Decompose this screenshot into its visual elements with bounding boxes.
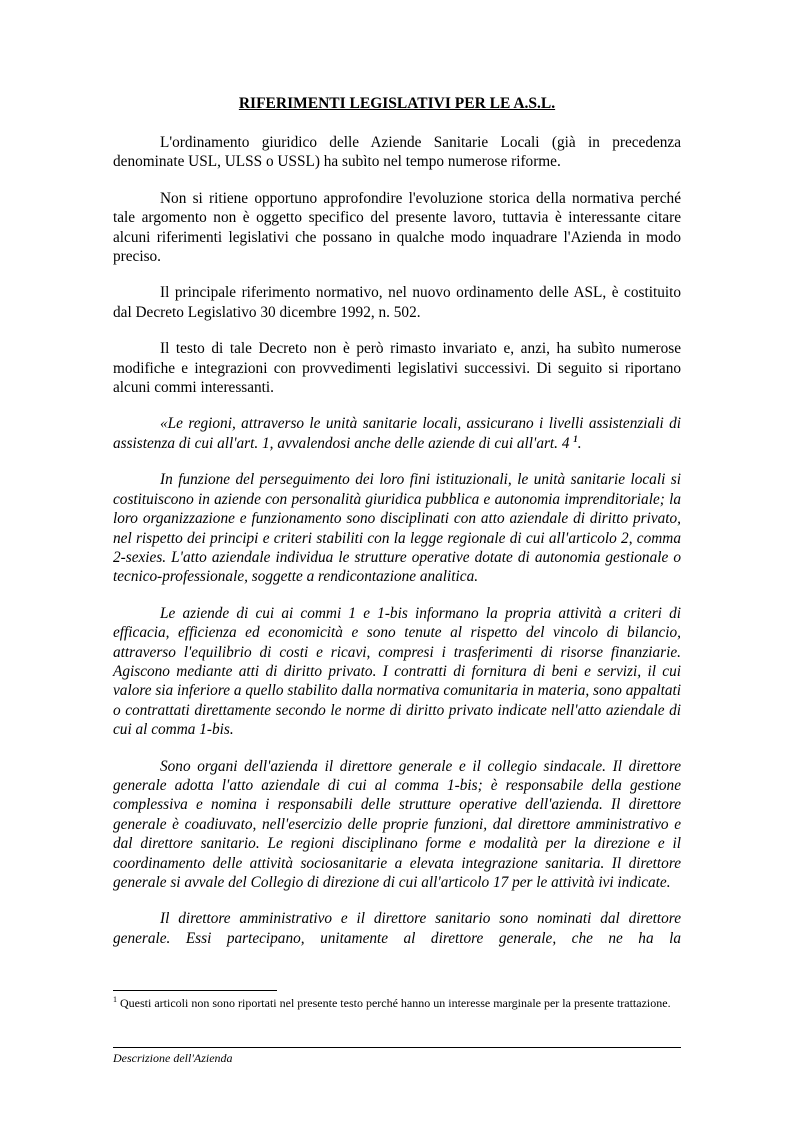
quote-paragraph-1 — [113, 414, 681, 453]
paragraph-context: Non si ritiene opportuno approfondire l'evoluzione storica della normativa perché tale argomento non è oggetto specifico del presente lavoro, tuttavia è interessante citare alcuni riferimenti legislativi che possano in qualche modo inquadrare l'Azienda in modo preciso. — [113, 189, 681, 266]
page-title: RIFERIMENTI LEGISLATIVI PER LE A.S.L. — [238, 95, 556, 112]
paragraph-intro: L'ordinamento giuridico delle Aziende Sanitarie Locali (già in precedenza denominate USL, ULSS o USSL) ha subìto nel tempo numerose riforme. — [113, 134, 681, 171]
document-body — [113, 94, 681, 965]
quote-paragraph-3: Le aziende di cui ai commi 1 e 1-bis informano la propria attività a criteri di efficacia, efficienza ed economicità e sono tenute al rispetto del vincolo di bilancio, attraverso l'equilibrio di costi e ricavi, compresi i trasferimenti di risorse finanziarie. Agiscono mediante atti di diritto privato. I contratti di fornitura di beni e servizi, il cui valore sia inferiore a quello stabilito dalla normativa comunitaria in materia, sono appaltati o contrattati direttamente secondo le norme di diritto privato indicate nell'atto aziendale di cui al comma 1-bis. — [113, 604, 681, 739]
page-footer: Descrizione dell'Azienda — [113, 1051, 233, 1065]
paragraph-reference: Il principale riferimento normativo, nel nuovo ordinamento delle ASL, è costituito dal Decreto Legislativo 30 dicembre 1992, n. 502. — [113, 284, 681, 321]
footnote-divider — [113, 990, 277, 991]
quote-1-text: «Le regioni, attraverso le unità sanitarie locali, assicurano i livelli assistenziali di assistenza di cui all'art. 1, avvalendosi anche delle aziende di cui all'art. 4 — [113, 415, 681, 452]
footer-divider — [113, 1047, 681, 1048]
quote-paragraph-4: Sono organi dell'azienda il direttore generale e il collegio sindacale. Il direttore generale adotta l'atto aziendale di cui al comma 1-bis; è responsabile della gestione complessiva e nomina i responsabili delle strutture operative dell'azienda. Il direttore generale è coadiuvato, nell'esercizio delle proprie funzioni, dal direttore amministrativo e dal direttore sanitario. Le regioni disciplinano forme e modalità per la direzione e il coordinamento delle attività sociosanitarie a elevata integrazione sanitaria. Il direttore generale si avvale del Collegio di direzione di cui all'articolo 17 per le attività ivi indicate. — [113, 757, 681, 891]
footnote — [113, 996, 681, 1011]
footnote-marker: 1 — [573, 433, 578, 444]
footnote-text: Questi articoli non sono riportati nel presente testo perché hanno un interesse marginale per la presente trattazione. — [120, 996, 671, 1010]
quote-paragraph-2: In funzione del perseguimento dei loro fini istituzionali, le unità sanitarie locali si costituiscono in aziende con personalità giuridica pubblica e autonomia imprenditoriale; la loro organizzazione e funzionamento sono disciplinati con atto aziendale di diritto privato, nel rispetto dei principi e criteri stabiliti con la legge regionale di cui all'articolo 2, comma 2-sexies. L'atto aziendale individua le strutture operative dotate di autonomia gestionale o tecnico-professionale, soggette a rendicontazione analitica. — [113, 471, 681, 586]
quote-paragraph-5: Il direttore amministrativo e il direttore sanitario sono nominati dal direttore generale. Essi partecipano, unitamente al direttore generale, che ne ha la — [113, 910, 681, 947]
quote-1-end: . — [577, 434, 582, 452]
footnote-number: 1 — [113, 995, 117, 1004]
paragraph-modifications: Il testo di tale Decreto non è però rimasto invariato e, anzi, ha subìto numerose modifiche e integrazioni con provvedimenti legislativi successivi. Di seguito si riportano alcuni commi interessanti. — [113, 340, 681, 397]
